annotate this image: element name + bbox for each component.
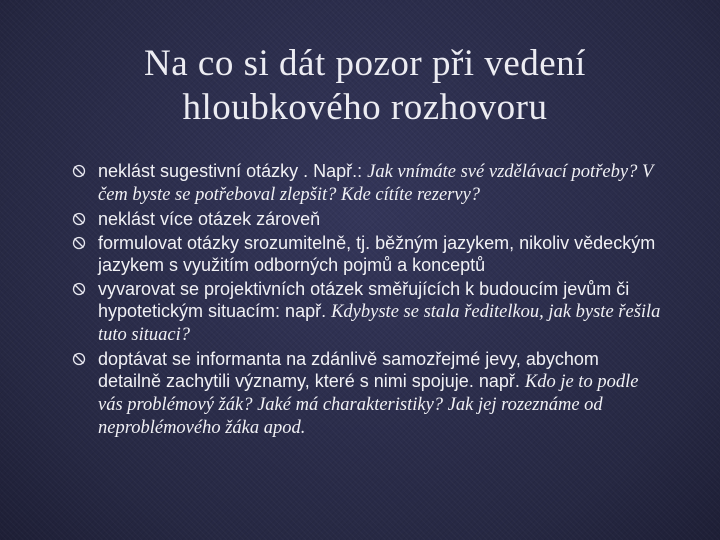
item-text: neklást více otázek zároveň bbox=[98, 209, 321, 229]
list-item bbox=[72, 232, 662, 276]
item-example: Jak vnímáte své vzdělávací potřeby? V čem byste se potřeboval zlepšit? Kde cítíte rezervy? bbox=[98, 162, 653, 205]
crossed-circle-bullet-icon bbox=[72, 164, 86, 178]
crossed-circle-bullet-icon bbox=[72, 352, 86, 366]
title-line-2: hloubkového rozhovoru bbox=[182, 87, 548, 128]
list-item bbox=[72, 278, 662, 346]
crossed-circle-bullet-icon bbox=[72, 282, 86, 296]
item-example: Kdybyste se stala ředitelkou, jak byste řešila tuto situaci? bbox=[98, 302, 661, 345]
item-text: neklást sugestivní otázky . Např.: bbox=[98, 161, 368, 181]
crossed-circle-bullet-icon bbox=[72, 236, 86, 250]
slide-title bbox=[40, 42, 690, 130]
crossed-circle-bullet-icon bbox=[72, 212, 86, 226]
bullet-list bbox=[72, 160, 662, 441]
list-item bbox=[72, 208, 662, 230]
item-text: vyvarovat se projektivních otázek směřujících k budoucím jevům či hypotetickým situacím: např. bbox=[98, 279, 630, 321]
list-item bbox=[72, 160, 662, 206]
list-item bbox=[72, 348, 662, 439]
item-example: Kdo je to podle vás problémový žák? Jaké má charakteristiky? Jak jej rozeznáme od neproblémového žáka apod. bbox=[98, 372, 639, 438]
item-text: formulovat otázky srozumitelně, tj. běžným jazykem, nikoliv vědeckým jazykem s využitím odborných pojmů a konceptů bbox=[98, 233, 656, 275]
title-line-1: Na co si dát pozor při vedení bbox=[144, 43, 586, 84]
item-text: doptávat se informanta na zdánlivě samozřejmé jevy, abychom detailně zachytili významy, které s nimi spojuje. např. bbox=[98, 349, 599, 391]
